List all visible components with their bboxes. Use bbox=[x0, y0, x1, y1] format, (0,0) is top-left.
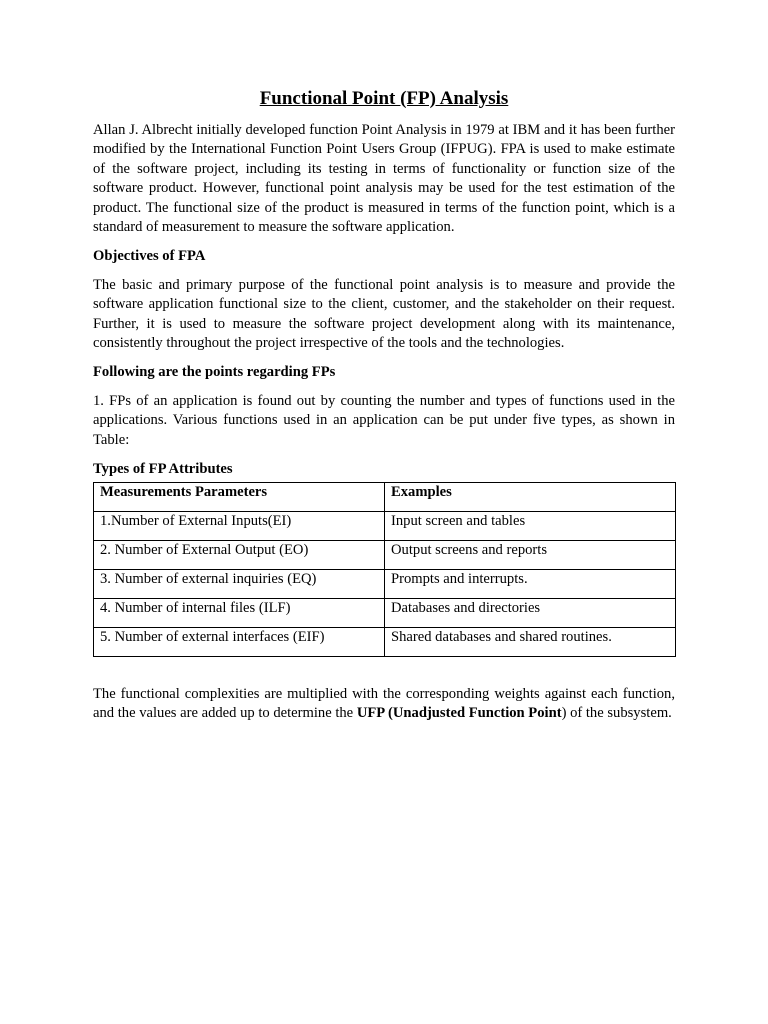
table-cell-example: Output screens and reports bbox=[385, 541, 676, 570]
document-page bbox=[93, 86, 675, 724]
objectives-paragraph: The basic and primary purpose of the functional point analysis is to measure and provide the software application functional size to the client, customer, and the stakeholder on their request. Further, it is used to measure the software project development along with its maintenance, consistently throughout the project irrespective of the tools and the technologies. bbox=[93, 276, 675, 352]
table-cell-parameter: 1.Number of External Inputs(EI) bbox=[94, 512, 385, 541]
objectives-heading: Objectives of FPA bbox=[93, 247, 206, 264]
table-cell-parameter: 5. Number of external interfaces (EIF) bbox=[94, 628, 385, 657]
closing-text-pre: The functional complexities are multiplied with the corresponding weights against each function, and the values are added up to determine the bbox=[93, 686, 675, 722]
table-row bbox=[94, 570, 676, 599]
point-1-paragraph: 1. FPs of an application is found out by counting the number and types of functions used in the applications. Various functions used in an application can be put under five types, as shown in Table: bbox=[93, 392, 675, 448]
page-title: Functional Point (FP) Analysis bbox=[259, 88, 509, 109]
table-cell-example: Databases and directories bbox=[385, 599, 676, 628]
closing-paragraph bbox=[93, 685, 675, 724]
column-header-examples: Examples bbox=[385, 483, 676, 512]
table-row bbox=[94, 541, 676, 570]
table-cell-example: Prompts and interrupts. bbox=[385, 570, 676, 599]
table-cell-parameter: 2. Number of External Output (EO) bbox=[94, 541, 385, 570]
table-row bbox=[94, 628, 676, 657]
table-row bbox=[94, 599, 676, 628]
table-cell-parameter: 4. Number of internal files (ILF) bbox=[94, 599, 385, 628]
table-row bbox=[94, 512, 676, 541]
table-cell-parameter: 3. Number of external inquiries (EQ) bbox=[94, 570, 385, 599]
column-header-parameters: Measurements Parameters bbox=[94, 483, 385, 512]
table-cell-example: Shared databases and shared routines. bbox=[385, 628, 676, 657]
fp-attributes-table bbox=[93, 482, 676, 657]
intro-paragraph: Allan J. Albrecht initially developed function Point Analysis in 1979 at IBM and it has been further modified by the International Function Point Users Group (IFPUG). FPA is used to make estimate of the software project, including its testing in terms of functionality or function size of the software product. However, functional point analysis may be used for the test estimation of the product. The functional size of the product is measured in terms of the function point, which is a standard of measurement to measure the software application. bbox=[93, 122, 675, 236]
points-heading: Following are the points regarding FPs bbox=[93, 363, 336, 380]
table-header-row bbox=[94, 483, 676, 512]
ufp-term: UFP (Unadjusted Function Point bbox=[356, 705, 562, 722]
table-cell-example: Input screen and tables bbox=[385, 512, 676, 541]
table-heading: Types of FP Attributes bbox=[93, 460, 233, 477]
closing-text-post: ) of the subsystem. bbox=[561, 705, 672, 722]
